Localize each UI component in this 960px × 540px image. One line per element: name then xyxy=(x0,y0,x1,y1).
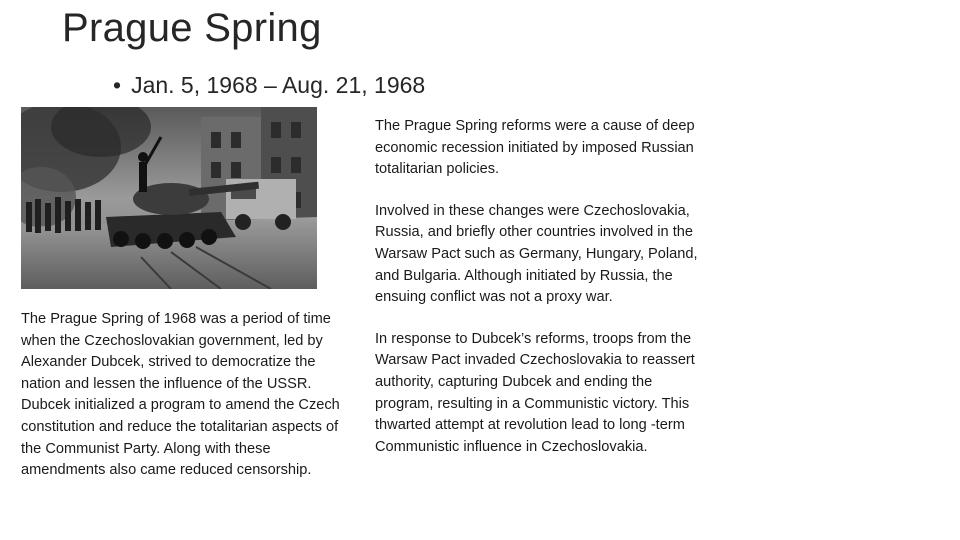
date-range-text: Jan. 5, 1968 – Aug. 21, 1968 xyxy=(131,72,426,98)
left-paragraph: The Prague Spring of 1968 was a period of time when the Czechoslovakian government, led by Alexander Dubcek, strived to democratize the nation and lessen the influence of the USSR. Dubcek initialized a program to amend the Czech constitution and reduce the totalitarian aspects of the Communist Party. Along with these amendments also came reduced censorship. xyxy=(21,311,340,479)
slide-title: Prague Spring xyxy=(62,6,322,50)
right-paragraph-3: In response to Dubcek’s reforms, troops from the Warsaw Pact invaded Czechoslovakia to reassert authority, capturing Dubcek and ending the program, resulting in a Communistic victory. This thwarted attempt at revolution lead to long -term Communistic influence in Czechoslovakia. xyxy=(375,330,695,455)
date-range-bullet xyxy=(113,72,425,99)
historic-photo xyxy=(21,107,317,289)
right-column xyxy=(375,116,705,458)
tank-photo-icon xyxy=(21,107,317,289)
right-paragraph-1: The Prague Spring reforms were a cause of deep economic recession initiated by imposed Russian totalitarian policies. xyxy=(375,118,695,178)
right-paragraph-2: Involved in these changes were Czechoslovakia, Russia, and briefly other countries involved in the Warsaw Pact such as Germany, Hungary, Poland, and Bulgaria. Although initiated by Russia, the ensuing conflict was not a proxy war. xyxy=(375,202,698,306)
bullet-marker: • xyxy=(113,72,122,98)
